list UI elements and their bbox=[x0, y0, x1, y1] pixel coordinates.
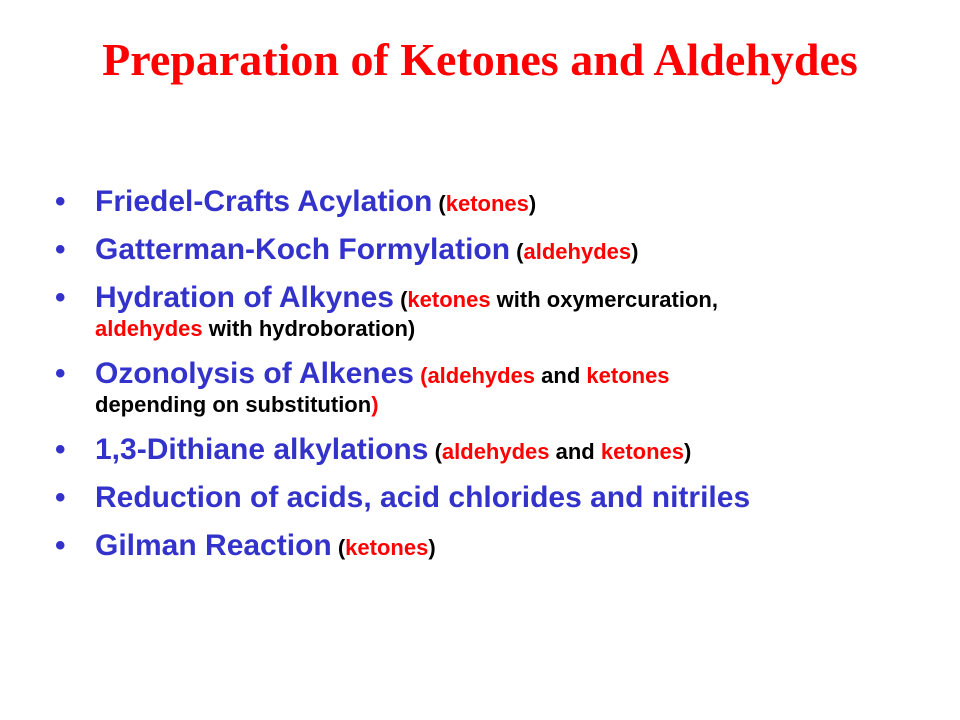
bullet-icon: • bbox=[55, 233, 66, 266]
list-item bbox=[55, 433, 935, 467]
slide-title: Preparation of Ketones and Aldehydes bbox=[102, 34, 858, 85]
item-main-text: Ozonolysis of Alkenes bbox=[95, 357, 414, 390]
bullet-icon: • bbox=[55, 481, 66, 514]
bullet-icon: • bbox=[55, 185, 66, 218]
item-main-text: Reduction of acids, acid chlorides and nitriles bbox=[95, 481, 751, 514]
item-note: (aldehydes and ketones depending on substitution) bbox=[95, 363, 670, 417]
item-main-text: Hydration of Alkynes bbox=[95, 281, 394, 314]
item-note: (ketones with oxymercuration, aldehydes with hydroboration) bbox=[95, 287, 718, 341]
list-item bbox=[55, 281, 935, 343]
list-item bbox=[55, 529, 935, 563]
list-item bbox=[55, 185, 935, 219]
bullet-icon: • bbox=[55, 529, 66, 562]
list-item bbox=[55, 233, 935, 267]
item-note: (aldehydes and ketones) bbox=[428, 439, 692, 464]
list-item bbox=[55, 481, 935, 515]
bullet-icon: • bbox=[55, 281, 66, 314]
item-main-text: 1,3-Dithiane alkylations bbox=[95, 433, 429, 466]
item-note: (aldehydes) bbox=[510, 239, 639, 264]
bullet-list bbox=[55, 185, 935, 577]
item-main-text: Gilman Reaction bbox=[95, 529, 332, 562]
list-item bbox=[55, 357, 935, 419]
item-note: (ketones) bbox=[432, 191, 537, 216]
item-main-text: Friedel-Crafts Acylation bbox=[95, 185, 433, 218]
bullet-icon: • bbox=[55, 433, 66, 466]
item-note: (ketones) bbox=[331, 535, 436, 560]
item-main-text: Gatterman-Koch Formylation bbox=[95, 233, 511, 266]
bullet-icon: • bbox=[55, 357, 66, 390]
